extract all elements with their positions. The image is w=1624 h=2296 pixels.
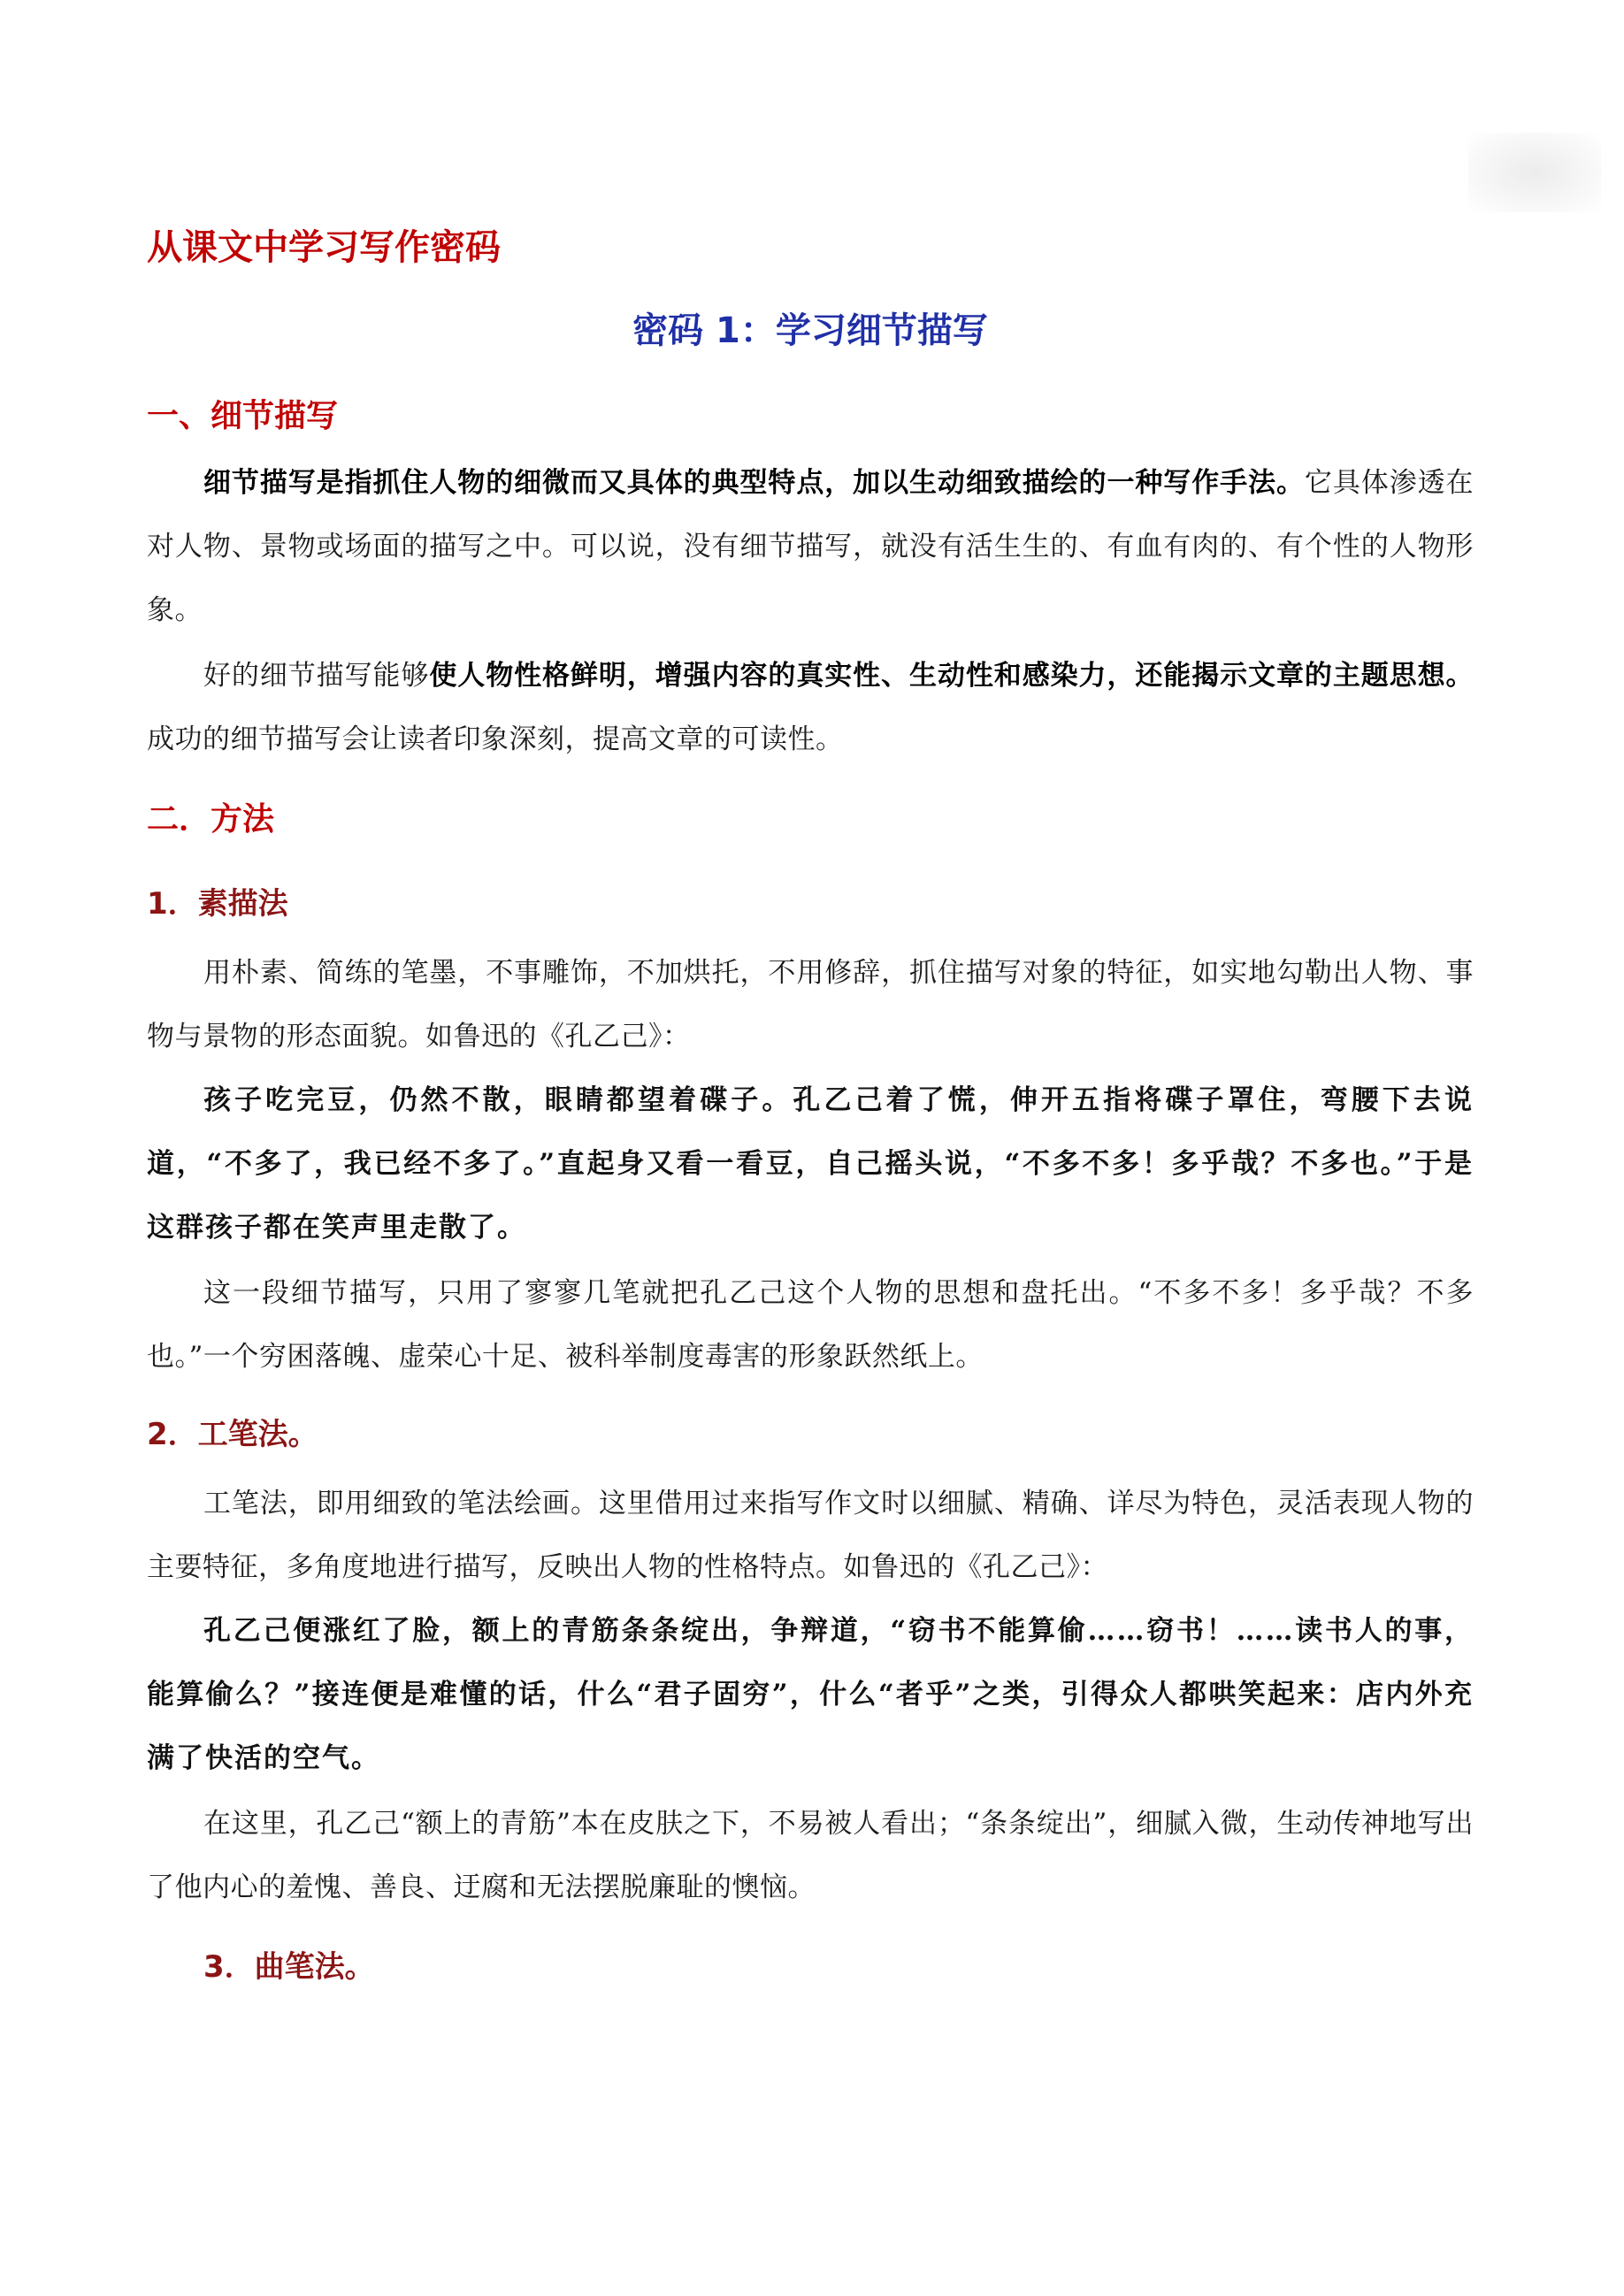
paragraph-benefits <box>147 644 1474 771</box>
method-heading-sketch: 1．素描法 <box>147 886 288 922</box>
benefits-bold-text: 使人物性格鲜明，增强内容的真实性、生动性和感染力，还能揭示文章的主题思想。 <box>429 660 1475 692</box>
method-heading-indirect: 3．曲笔法。 <box>203 1949 375 1985</box>
method-sketch-quote: 孩子吃完豆，仍然不散，眼睛都望着碟子。孔乙己着了慌，伸开五指将碟子罩住，弯腰下去说道，“不多了，我已经不多了。”直起身又看一看豆，自己摇头说，“不多不多！多乎哉？不多也。”于是这群孩子都在笑声里走散了。 <box>147 1084 1474 1244</box>
method-fine-brush-intro: 工笔法，即用细致的笔法绘画。这里借用过来指写作文时以细腻、精确、详尽为特色，灵活表现人物的主要特征，多角度地进行描写，反映出人物的性格特点。如鲁迅的《孔乙己》： <box>147 1488 1474 1583</box>
section-heading-detail: 一、细节描写 <box>147 398 339 434</box>
section-title: 密码 1：学习细节描写 <box>632 310 988 351</box>
method-sketch-analysis: 这一段细节描写，只用了寥寥几笔就把孔乙己这个人物的思想和盘托出。“不多不多！多乎哉？不多也。”一个穷困落魄、虚荣心十足、被科举制度毒害的形象跃然纸上。 <box>147 1277 1474 1373</box>
method-fine-brush-quote: 孔乙己便涨红了脸，额上的青筋条条绽出，争辩道，“窃书不能算偷……窃书！……读书人的事，能算偷么？”接连便是难懂的话，什么“君子固穷”，什么“者乎”之类，引得众人都哄笑起来：店内外充满了快活的空气。 <box>147 1615 1474 1774</box>
benefits-text: 成功的细节描写会让读者印象深刻，提高文章的可读性。 <box>147 723 844 755</box>
section-heading-methods: 二．方法 <box>147 801 275 838</box>
benefits-lead-text: 好的细节描写能够 <box>203 660 430 692</box>
method-heading-fine-brush: 2．工笔法。 <box>147 1417 318 1452</box>
scan-smudge <box>1468 133 1601 212</box>
definition-bold-text: 细节描写是指抓住人物的细微而又具体的典型特点，加以生动细致描绘的一种写作手法。 <box>203 467 1305 499</box>
method-fine-brush-analysis: 在这里，孔乙己“额上的青筋”本在皮肤之下，不易被人看出；“条条绽出”，细腻入微，生动传神地写出了他内心的羞愧、善良、迂腐和无法摆脱廉耻的懊恼。 <box>147 1808 1474 1903</box>
definition-text: 它具体渗透在对人物、景物或场面的描写之中。可以说，没有细节描写，就没有活生生的、有血有肉的、有个性的人物形象。 <box>147 467 1475 626</box>
paragraph-definition <box>147 451 1474 642</box>
document-title: 从课文中学习写作密码 <box>147 227 501 268</box>
method-sketch-intro: 用朴素、简练的笔墨，不事雕饰，不加烘托，不用修辞，抓住描写对象的特征，如实地勾勒出人物、事物与景物的形态面貌。如鲁迅的《孔乙己》： <box>147 957 1474 1052</box>
